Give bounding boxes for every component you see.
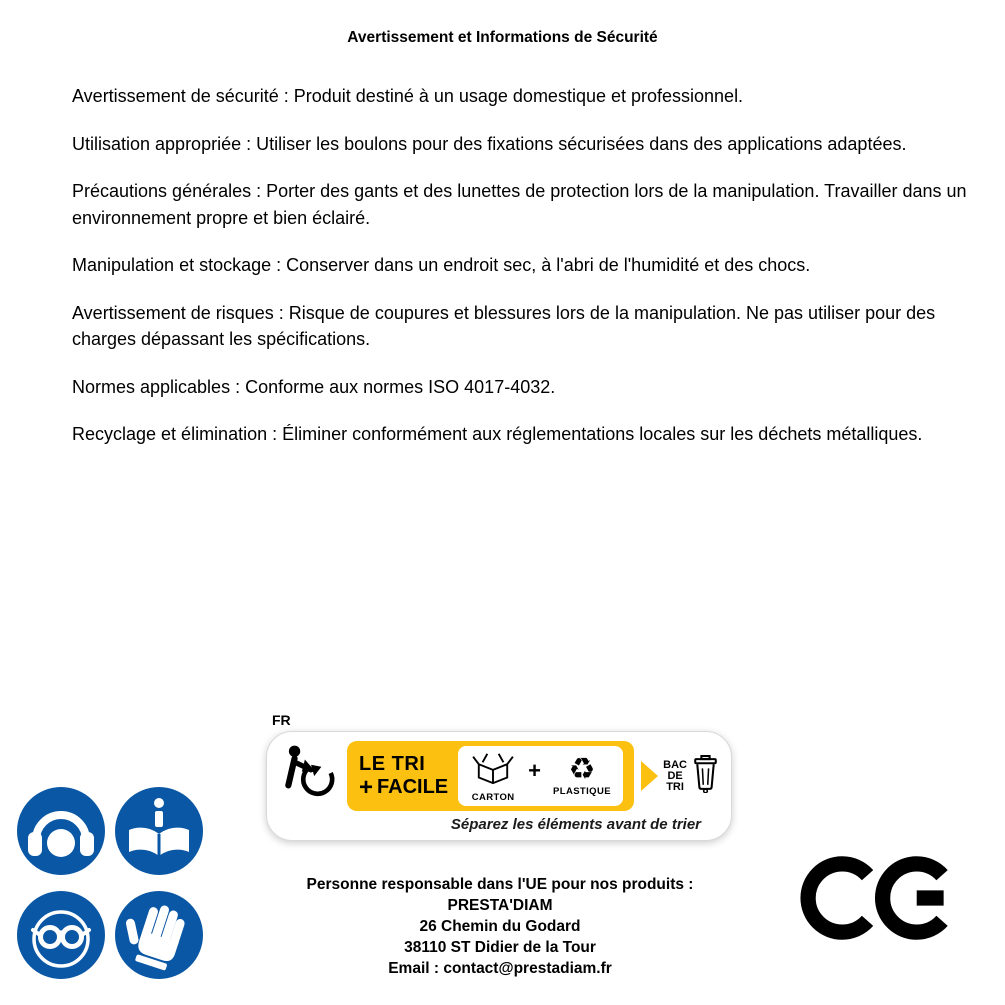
tri-facile-headline — [347, 741, 458, 811]
paragraph-handling-storage: Manipulation et stockage : Conserver dans un endroit sec, à l'abri de l'humidité et des chocs. — [72, 255, 811, 275]
paragraph-general-precautions: Précautions générales : Porter des gants et des lunettes de protection lors de la manipulation. Travailler dans un environnement propre et bien éclairé. — [72, 181, 967, 228]
address-line-2: 38110 ST Didier de la Tour — [404, 939, 596, 956]
materials-strip — [458, 746, 623, 806]
safety-paragraphs — [72, 83, 972, 469]
paragraph-recycling-disposal: Recyclage et élimination : Éliminer conformément aux réglementations locales sur les déchets métalliques. — [72, 424, 923, 444]
plus-icon: + — [359, 773, 374, 801]
tri-facile-banner — [347, 741, 719, 811]
recycling-triangle-icon: ♻ — [568, 753, 596, 786]
material-carton — [470, 750, 516, 803]
sorting-bin-group — [663, 741, 719, 811]
paragraph-appropriate-use: Utilisation appropriée : Utiliser les boulons pour des fixations sécurisées dans des applications adaptées. — [72, 133, 907, 154]
recycling-bin-icon — [692, 755, 719, 798]
country-label: FR — [272, 712, 291, 728]
cardboard-box-icon — [470, 750, 516, 791]
facile-text: FACILE — [377, 776, 449, 798]
plus-separator: + — [528, 758, 541, 783]
paragraph-safety-warning: Avertissement de sécurité : Produit destiné à un usage domestique et professionnel. — [72, 86, 744, 106]
eu-responsible-block — [250, 874, 750, 979]
material-plastique — [553, 755, 611, 797]
paragraph-risk-warning: Avertissement de risques : Risque de coupures et blessures lors de la manipulation. Ne pas utiliser pour des charges dépassant les spécifications. — [72, 302, 936, 349]
wear-eye-protection-icon — [16, 890, 108, 980]
contact-email-line: Email : contact@prestadiam.fr — [388, 960, 612, 977]
page-title: Avertissement et Informations de Sécurité — [347, 29, 658, 46]
wear-protective-gloves-icon — [114, 890, 206, 980]
sorting-tagline: Séparez les éléments avant de trier — [450, 816, 701, 833]
ce-mark-icon — [800, 853, 958, 948]
triman-icon — [277, 742, 341, 811]
read-instruction-manual-icon — [114, 786, 206, 876]
address-line-1: 26 Chemin du Godard — [419, 918, 581, 935]
company-name: PRESTA'DIAM — [447, 897, 553, 914]
bac-de-tri-caption: BAC DE TRI — [663, 758, 687, 793]
carton-label: CARTON — [471, 791, 515, 803]
responsible-intro-line: Personne responsable dans l'UE pour nos produits : — [306, 876, 694, 893]
sorting-info-block — [266, 712, 732, 841]
mandatory-ppe-icons — [16, 786, 206, 980]
wear-ear-protection-icon — [16, 786, 108, 876]
paragraph-applicable-standards: Normes applicables : Conforme aux normes ISO 4017-4032. — [72, 376, 556, 397]
arrow-right-icon — [641, 761, 658, 791]
le-tri-text: LE TRI — [359, 753, 426, 775]
plastique-label: PLASTIQUE — [553, 786, 611, 797]
tri-facile-card — [266, 731, 732, 841]
